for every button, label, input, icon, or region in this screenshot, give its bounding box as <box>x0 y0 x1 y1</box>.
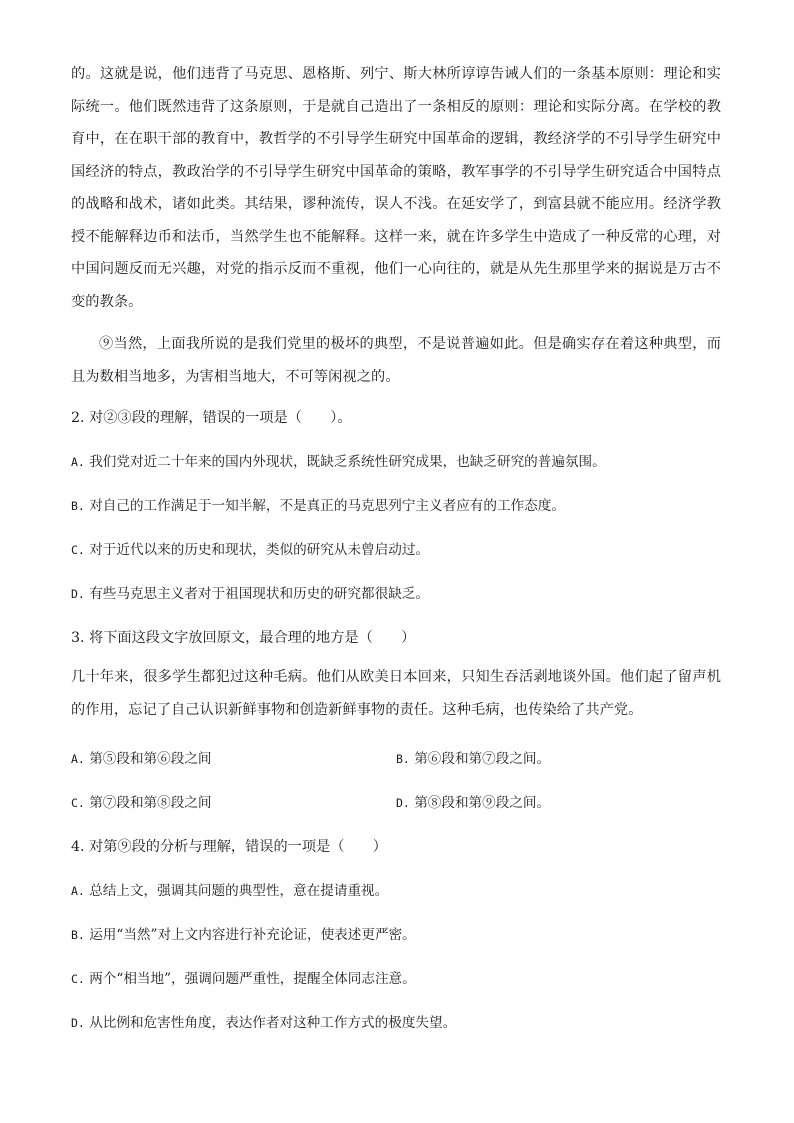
question-3-stem: 3. 将下面这段文字放回原文，最合理的地方是（ ） <box>71 630 416 646</box>
question-3-passage: 几十年来，很多学生都犯过这种毛病。他们从欧美日本回来，只知生吞活剥地谈外国。他们起了留声机的作用，忘记了自己认识新鲜事物和创造新鲜事物的责任。这种毛病，也传染给了共产党。 <box>71 669 721 718</box>
question-3-option-d: D. 第⑧段和第⑨段之间。 <box>396 795 551 811</box>
question-2-option-b: B. 对自己的工作满足于一知半解，不是真正的马克思列宁主义者应有的工作态度。 <box>71 498 565 514</box>
question-4 <box>71 836 721 1034</box>
paragraph-9: ⑨当然，上面我所说的是我们党里的极坏的典型，不是说普遍如此。但是确实存在着这种典型，而且为数相当地多，为害相当地大，不可等闲视之的。 <box>71 336 721 385</box>
question-4-option-c: C. 两个“相当地”，强调问题严重性，提醒全体同志注意。 <box>71 971 416 987</box>
question-4-stem: 4. 对第⑨段的分析与理解，错误的一项是（ ） <box>71 839 387 855</box>
question-2-option-d: D. 有些马克思主义者对于祖国现状和历史的研究都很缺乏。 <box>71 586 430 602</box>
question-3-options-row-1 <box>71 748 721 770</box>
question-4-option-d: D. 从比例和危害性角度，表达作者对这种工作方式的极度失望。 <box>71 1015 457 1031</box>
document-page <box>71 58 721 1034</box>
paragraph-continuation: 的。这就是说，他们违背了马克思、恩格斯、列宁、斯大林所谆谆告诫人们的一条基本原则：理论和实际统一。他们既然违背了这条原则，于是就自己造出了一条相反的原则：理论和实际分离。在学校的教育中，在在职干部的教育中，教哲学的不引导学生研究中国革命的逻辑，教经济学的不引导学生研究中国经济的特点，教政治学的不引导学生研究中国革命的策略，教军事学的不引导学生研究适合中国特点的战略和战术，诸如此类。其结果，谬种流传，误人不浅。在延安学了，到富县就不能应用。经济学教授不能解释边币和法币，当然学生也不能解释。这样一来，就在许多学生中造成了一种反常的心理，对中国问题反而无兴趣，对党的指示反而不重视，他们一心向往的，就是从先生那里学来的据说是万古不变的教条。 <box>71 66 721 310</box>
question-2-stem: 2. 对②③段的理解，错误的一项是（ ）。 <box>71 410 352 426</box>
question-2 <box>71 407 721 605</box>
question-3-options-row-2 <box>71 792 721 814</box>
question-3 <box>71 627 721 814</box>
question-2-option-c: C. 对于近代以来的历史和现状，类似的研究从未曾启动过。 <box>71 542 430 558</box>
question-3-option-b: B. 第⑥段和第⑦段之间。 <box>396 751 551 767</box>
question-3-option-a: A. 第⑤段和第⑥段之间 <box>71 751 212 767</box>
question-2-option-a: A. 我们党对近二十年来的国内外现状，既缺乏系统性研究成果，也缺乏研究的普遍氛围。 <box>71 454 606 470</box>
question-4-option-a: A. 总结上文，强调其问题的典型性，意在提请重视。 <box>71 883 389 899</box>
question-3-option-c: C. 第⑦段和第⑧段之间 <box>71 795 212 811</box>
question-4-option-b: B. 运用“当然”对上文内容进行补充论证，使表述更严密。 <box>71 927 416 943</box>
